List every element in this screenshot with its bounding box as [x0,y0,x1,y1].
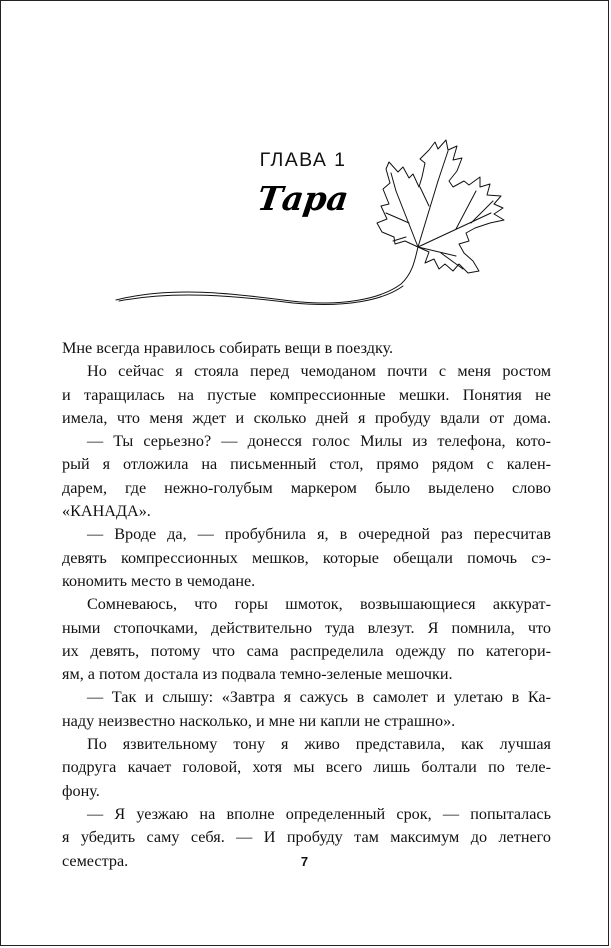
text-line: наду неизвестно насколько, и мне ни капли не страшно». [62,711,456,730]
text-line: я убедить саму себя. — И пробуду там максимум до летнего [62,828,551,847]
text-line: Мне всегда нравилось собирать вещи в поездку. [62,339,394,357]
chapter-header [1,1,608,331]
text-line: «КАНАДА». [62,502,151,521]
text-line: ными стопочками, действительно туда влезут. Я помнила, что [62,618,551,637]
page-number: 7 [300,854,309,869]
text-line: фону. [62,781,100,800]
text-line: — Так и слышу: «Завтра я сажусь в самолет и улетаю в Ка- [87,688,551,707]
text-line: семестра. [62,851,129,870]
text-line: рый я отложила на письменный стол, прямо рядом с кален- [62,455,551,474]
text-line: ям, а потом достала из подвала темно-зеленые мешочки. [62,665,453,684]
chapter-number: ГЛАВА 1 [259,149,347,171]
text-line: девять компрессионных мешков, которые обещали помочь сэ- [62,548,551,567]
text-line: — Вроде да, — пробубнила я, в очередной раз пересчитав [87,525,551,544]
chapter-title: Тара [255,179,351,218]
text-line: — Ты серьезно? — донесся голос Милы из телефона, кото- [87,432,551,451]
text-line: и таращилась на пустые компрессионные мешки. Понятия не [62,385,551,404]
text-line: Сомневаюсь, что горы шмоток, возвышающиеся аккурат- [87,595,551,614]
text-line: — Я уезжаю на вполне определенный срок, — попыталась [87,804,551,823]
chapter-body [62,337,551,873]
text-line: имела, что меня ждет и сколько дней я пробуду вдали от дома. [62,408,551,427]
text-line: Но сейчас я стояла перед чемоданом почти с меня ростом [87,362,551,381]
text-line: их девять, потому что сама распределила одежду по категори- [62,641,551,660]
text-line: дарем, где нежно-голубым маркером было выделено слово [62,478,551,497]
text-line: подруга качает головой, хотя мы всего лишь болтали по теле- [62,758,551,777]
text-line: кономить место в чемодане. [62,571,256,590]
text-line: По язвительному тону я живо представила, как лучшая [87,735,551,754]
